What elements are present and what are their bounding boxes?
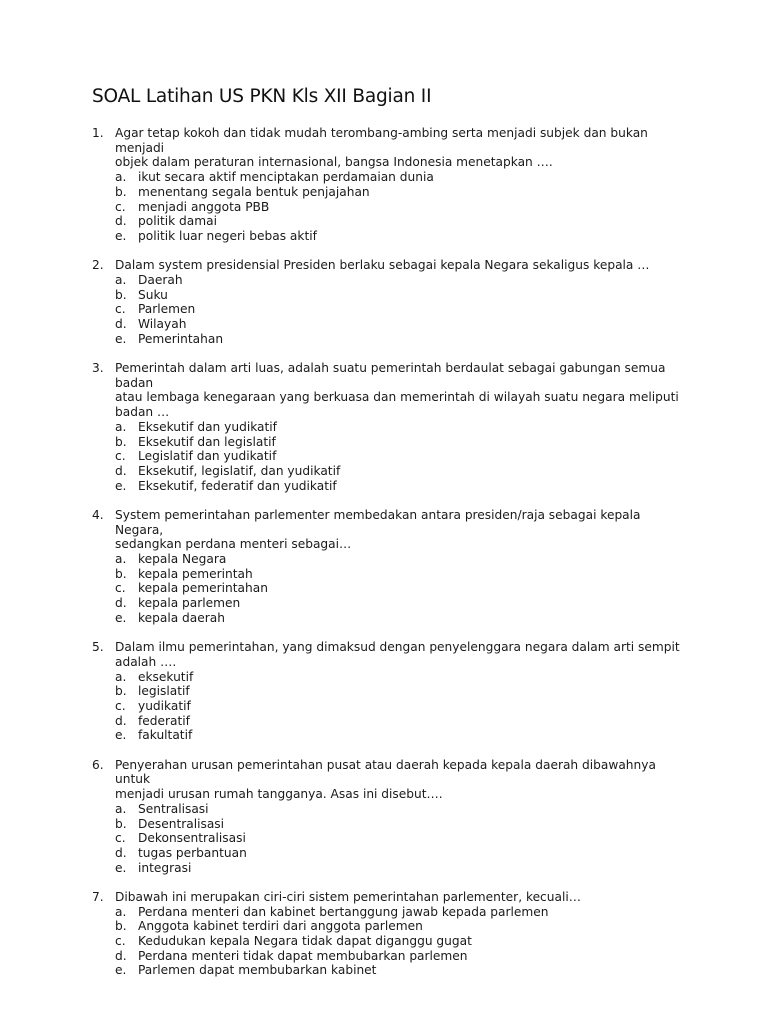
answer-option [115, 596, 692, 611]
option-text: Legislatif dan yudikatif [138, 449, 277, 464]
option-text: Wilayah [138, 317, 187, 332]
answer-option [115, 963, 692, 978]
option-text: Parlemen [138, 302, 196, 317]
answer-option [115, 302, 692, 317]
answer-option [115, 684, 692, 699]
option-text: ikut secara aktif menciptakan perdamaian dunia [138, 170, 434, 185]
question-number: 3. [92, 361, 104, 376]
option-letter: e. [115, 478, 127, 493]
answer-option [115, 831, 692, 846]
option-letter: a. [115, 170, 127, 185]
option-text: Anggota kabinet terdiri dari anggota parlemen [138, 919, 423, 934]
option-letter: d. [115, 317, 127, 332]
answer-option [115, 449, 692, 464]
question-text: Dalam system presidensial Presiden berlaku sebagai kepala Negara sekaligus kepala … [115, 258, 650, 273]
option-letter: e. [115, 728, 127, 743]
answer-option [115, 714, 692, 729]
question-item [92, 508, 692, 626]
option-letter: d. [115, 713, 127, 728]
question-text: Penyerahan urusan pemerintahan pusat atau daerah kepada kepala daerah dibawahnya untuk menjadi urusan rumah tangganya. Asas ini disebut…. [115, 757, 656, 802]
answer-option [115, 229, 692, 244]
question-item [92, 758, 692, 876]
option-letter: d. [115, 214, 127, 229]
answer-option [115, 464, 692, 479]
option-text: Perdana menteri tidak dapat membubarkan parlemen [138, 948, 468, 963]
option-text: politik luar negeri bebas aktif [138, 228, 317, 243]
answer-option [115, 581, 692, 596]
answer-option [115, 949, 692, 964]
answer-option [115, 170, 692, 185]
question-item [92, 361, 692, 493]
answer-option [115, 332, 692, 347]
answer-option [115, 802, 692, 817]
option-text: Dekonsentralisasi [138, 831, 246, 846]
option-letter: a. [115, 904, 127, 919]
option-text: kepala pemerintah [138, 566, 253, 581]
question-item [92, 890, 692, 978]
option-letter: a. [115, 272, 127, 287]
option-text: Pemerintahan [138, 331, 224, 346]
option-text: Daerah [138, 272, 183, 287]
answer-option [115, 435, 692, 450]
option-letter: c. [115, 302, 126, 317]
question-number: 2. [92, 258, 104, 273]
option-letter: c. [115, 934, 126, 949]
option-text: Eksekutif dan yudikatif [138, 419, 277, 434]
option-letter: d. [115, 948, 127, 963]
answer-option [115, 846, 692, 861]
answer-option [115, 670, 692, 685]
option-text: yudikatif [138, 698, 191, 713]
answer-option [115, 934, 692, 949]
answer-option [115, 479, 692, 494]
option-text: kepala pemerintahan [138, 581, 268, 596]
option-letter: c. [115, 449, 126, 464]
option-letter: b. [115, 287, 127, 302]
option-text: Sentralisasi [138, 801, 209, 816]
answer-option [115, 919, 692, 934]
question-item [92, 640, 692, 743]
answer-option [115, 214, 692, 229]
option-letter: a. [115, 801, 127, 816]
option-letter: b. [115, 684, 127, 699]
option-letter: a. [115, 669, 127, 684]
option-list [115, 170, 692, 244]
option-text: Desentralisasi [138, 816, 225, 831]
answer-option [115, 317, 692, 332]
option-letter: e. [115, 963, 127, 978]
option-text: Eksekutif dan legislatif [138, 434, 276, 449]
answer-option [115, 567, 692, 582]
question-text: Agar tetap kokoh dan tidak mudah terombang-ambing serta menjadi subjek dan bukan menjadi objek dalam peraturan internasional, bangsa Indonesia menetapkan …. [115, 126, 648, 170]
option-list [115, 273, 692, 347]
option-letter: a. [115, 552, 127, 567]
question-text: System pemerintahan parlementer membedakan antara presiden/raja sebagai kepala Negara, sedangkan perdana menteri sebagai… [115, 507, 641, 552]
option-list [115, 552, 692, 626]
option-text: integrasi [138, 860, 192, 875]
option-letter: d. [115, 596, 127, 611]
option-letter: a. [115, 419, 127, 434]
option-letter: e. [115, 228, 127, 243]
answer-option [115, 420, 692, 435]
question-number: 4. [92, 507, 104, 522]
option-list [115, 420, 692, 494]
option-text: eksekutif [138, 669, 194, 684]
option-list [115, 670, 692, 744]
option-letter: e. [115, 610, 127, 625]
option-letter: e. [115, 331, 127, 346]
option-list [115, 905, 692, 979]
option-letter: d. [115, 463, 127, 478]
option-letter: c. [115, 581, 126, 596]
option-text: Suku [138, 287, 168, 302]
answer-option [115, 200, 692, 215]
option-letter: c. [115, 698, 126, 713]
option-text: Eksekutif, federatif dan yudikatif [138, 478, 337, 493]
option-letter: e. [115, 860, 127, 875]
answer-option [115, 905, 692, 920]
answer-option [115, 273, 692, 288]
option-list [115, 802, 692, 876]
answer-option [115, 611, 692, 626]
option-letter: b. [115, 184, 127, 199]
question-list [92, 126, 692, 993]
option-letter: c. [115, 199, 126, 214]
option-text: legislatif [138, 684, 190, 699]
answer-option [115, 699, 692, 714]
question-number: 6. [92, 757, 104, 772]
question-number: 1. [92, 126, 104, 140]
answer-option [115, 728, 692, 743]
answer-option [115, 817, 692, 832]
option-text: menentang segala bentuk penjajahan [138, 184, 370, 199]
answer-option [115, 288, 692, 303]
answer-option [115, 185, 692, 200]
option-text: Kedudukan kepala Negara tidak dapat diganggu gugat [138, 934, 472, 949]
option-letter: b. [115, 434, 127, 449]
option-text: kepala daerah [138, 610, 225, 625]
option-text: tugas perbantuan [138, 845, 247, 860]
page-title: SOAL Latihan US PKN Kls XII Bagian II [92, 86, 432, 107]
option-text: Perdana menteri dan kabinet bertanggung jawab kepada parlemen [138, 904, 549, 919]
option-text: kepala Negara [138, 552, 227, 567]
option-letter: c. [115, 831, 126, 846]
option-text: fakultatif [138, 728, 193, 743]
option-letter: d. [115, 845, 127, 860]
question-text: Dalam ilmu pemerintahan, yang dimaksud dengan penyelenggara negara dalam arti sempit adalah …. [115, 640, 680, 669]
option-letter: b. [115, 919, 127, 934]
option-text: federatif [138, 713, 190, 728]
option-text: Parlemen dapat membubarkan kabinet [138, 963, 377, 978]
question-text: Dibawah ini merupakan ciri-ciri sistem pemerintahan parlementer, kecuali… [115, 889, 581, 904]
option-text: politik damai [138, 214, 217, 229]
option-letter: b. [115, 566, 127, 581]
answer-option [115, 861, 692, 876]
option-text: menjadi anggota PBB [138, 199, 270, 214]
question-item [92, 126, 692, 244]
question-number: 5. [92, 640, 104, 655]
option-letter: b. [115, 816, 127, 831]
option-text: Eksekutif, legislatif, dan yudikatif [138, 463, 341, 478]
option-text: kepala parlemen [138, 596, 241, 611]
question-item [92, 258, 692, 346]
question-text: Pemerintah dalam arti luas, adalah suatu pemerintah berdaulat sebagai gabungan semua badan atau lembaga kenegaraan yang berkuasa dan memerintah di wilayah suatu negara meliputi badan … [115, 361, 679, 420]
question-number: 7. [92, 889, 104, 904]
answer-option [115, 552, 692, 567]
